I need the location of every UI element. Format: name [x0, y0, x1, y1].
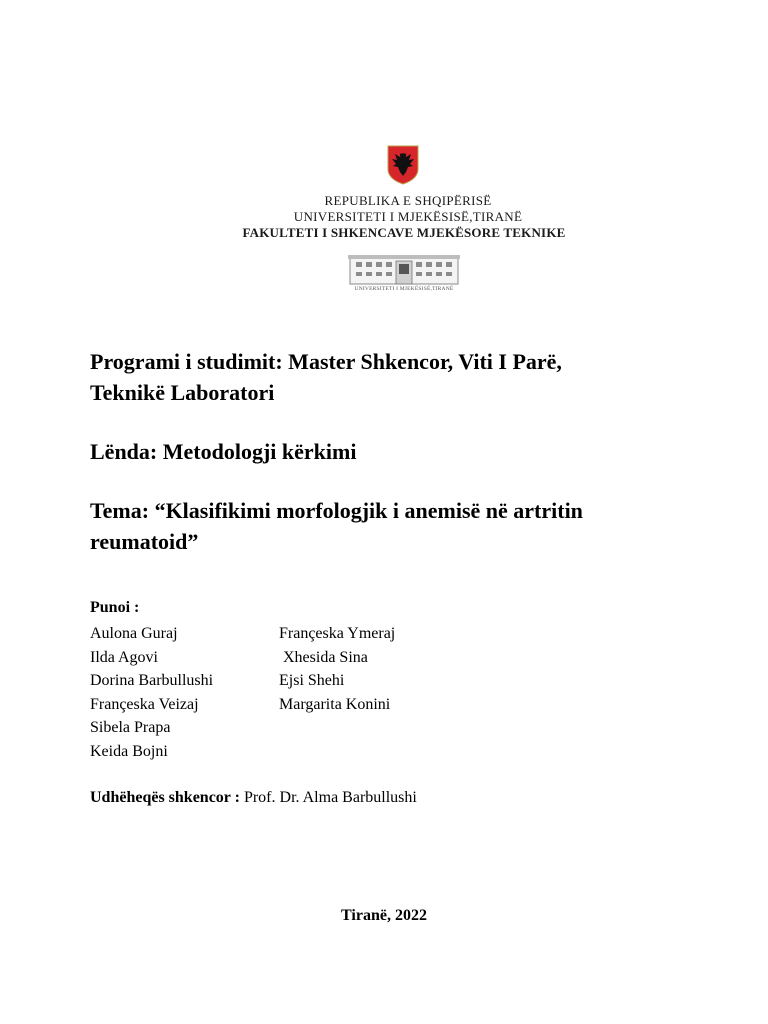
topic-title	[90, 495, 690, 557]
subject-title: Lënda: Metodologji kërkimi	[90, 439, 357, 464]
supervisor-name: Prof. Dr. Alma Barbullushi	[239, 789, 417, 806]
university-logo-caption: UNIVERSITETI I MJEKËSISË,TIRANË	[354, 286, 454, 292]
place-date: Tiranë, 2022	[341, 907, 427, 924]
header-republic: REPUBLIKA E SHQIPËRISË	[324, 193, 492, 208]
author-name: Dorina Barbullushi	[90, 672, 214, 689]
author-name: Françeska Ymeraj	[279, 625, 396, 642]
author-name: Sibela Prapa	[90, 719, 171, 736]
topic-title-line2: reumatoid”	[90, 529, 199, 554]
supervisor	[90, 789, 417, 807]
author-name: Margarita Konini	[279, 695, 391, 713]
albanian-eagle-emblem-icon	[387, 145, 419, 185]
supervisor-label: Udhëheqës shkencor :	[90, 789, 240, 806]
authors-column-1	[90, 622, 213, 763]
header-university: UNIVERSITETI I MJEKËSISË,TIRANË	[293, 209, 523, 224]
author-name: Xhesida Sina	[279, 648, 368, 666]
study-program	[90, 346, 690, 408]
author-name: Aulona Guraj	[90, 625, 178, 642]
author-name: Françeska Veizaj	[90, 695, 199, 713]
author-name: Ejsi Shehi	[279, 672, 345, 689]
topic-title-line1: Tema: “Klasifikimi morfologjik i anemisë në artritin	[90, 498, 583, 523]
author-name: Ilda Agovi	[90, 648, 158, 666]
authors-column-2	[279, 622, 395, 716]
study-program-line1: Programi i studimit: Master Shkencor, Viti I Parë,	[90, 349, 562, 374]
authors-label: Punoi :	[90, 599, 140, 616]
author-name: Keida Bojni	[90, 742, 168, 760]
header-faculty: FAKULTETI I SHKENCAVE MJEKËSORE TEKNIKE	[242, 225, 566, 240]
study-program-line2: Teknikë Laboratori	[90, 380, 275, 405]
